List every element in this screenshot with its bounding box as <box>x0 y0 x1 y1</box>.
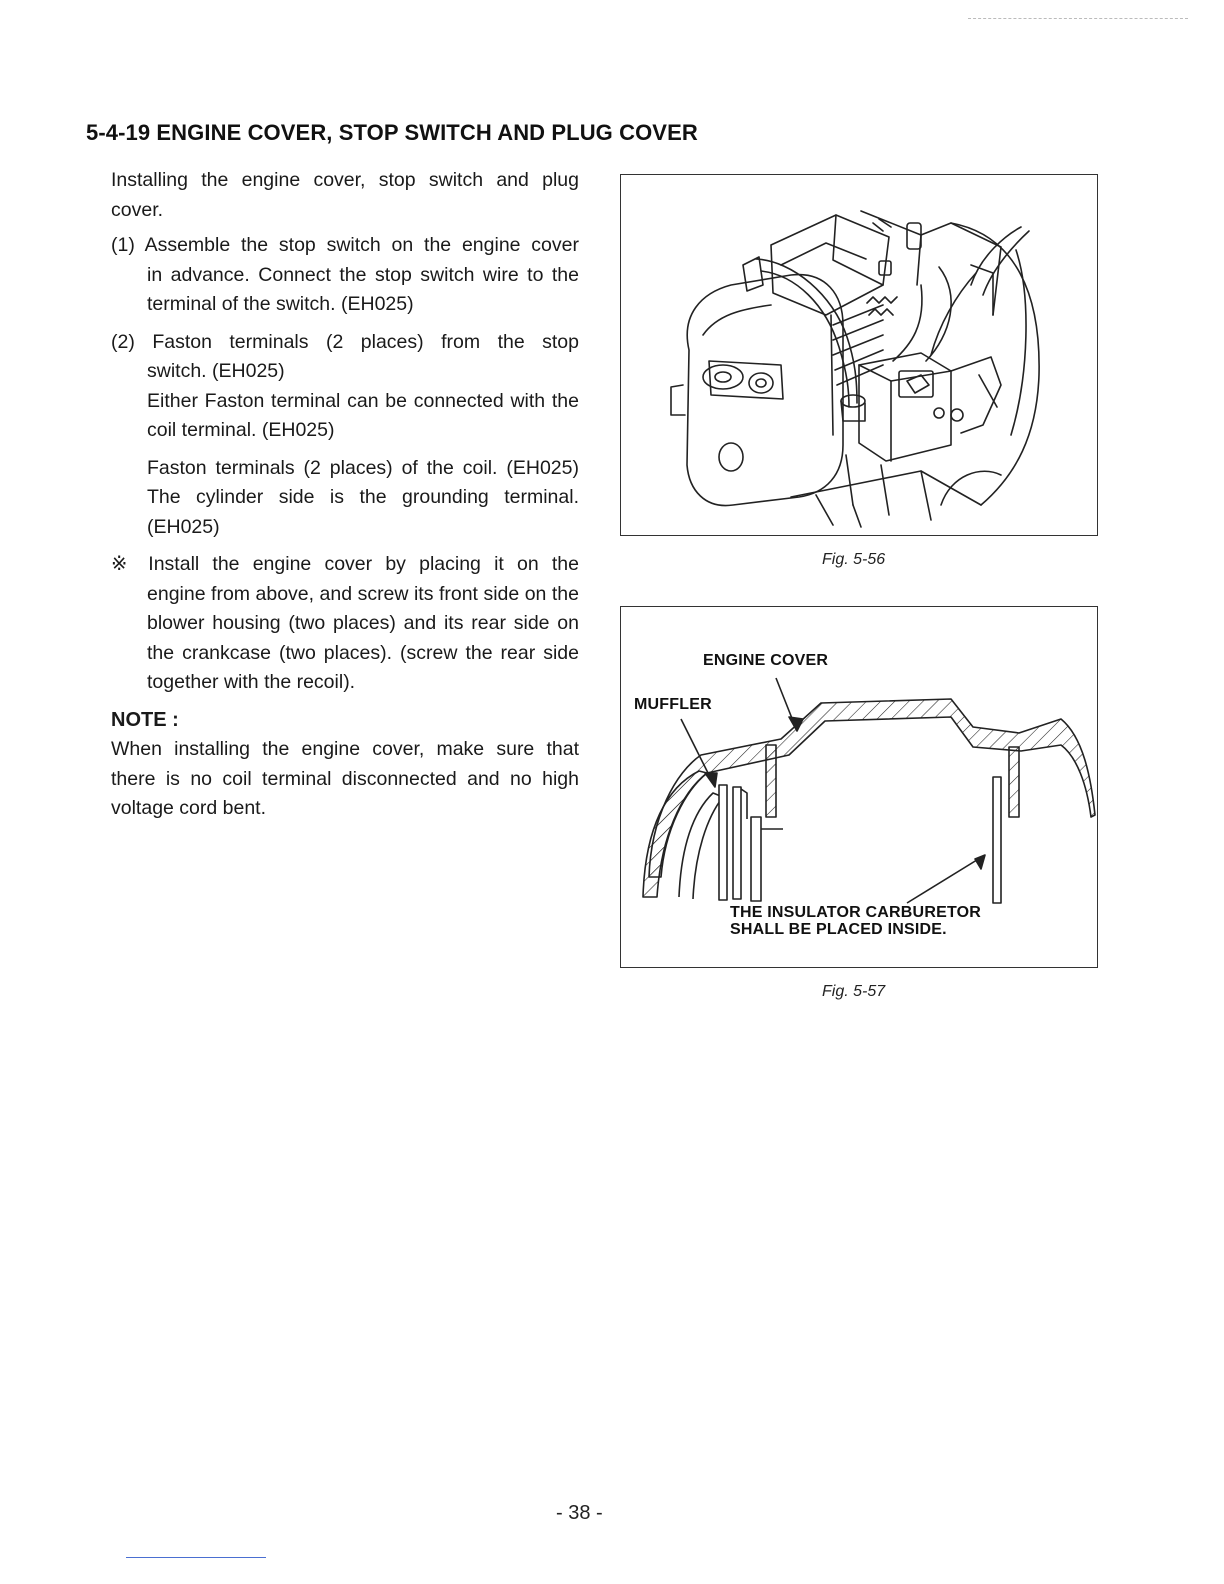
figure-caption-5-56: Fig. 5-56 <box>822 551 886 568</box>
note-text: When installing the engine cover, make sure that there is no coil terminal disconnected and no high voltage cord bent. <box>111 738 579 819</box>
figure-caption-5-57: Fig. 5-57 <box>822 983 886 1000</box>
step-2-sub1: Either Faston terminal can be connected with the coil terminal. (EH025) <box>147 389 579 441</box>
step-2-line1: Faston terminals (2 places) from the stop <box>152 330 579 353</box>
label-insulator-line1: THE INSULATOR CARBURETOR <box>730 904 982 921</box>
page-number: - 38 - <box>556 1502 603 1524</box>
step-2-number: (2) <box>111 330 135 353</box>
label-engine-cover: ENGINE COVER <box>703 652 829 669</box>
figure-engine-drawing <box>620 174 1098 536</box>
reference-mark-icon: ※ <box>111 553 136 575</box>
note-title: NOTE : <box>111 708 179 731</box>
step-2-rest: switch. (EH025) <box>147 360 285 382</box>
step-3-first-line <box>111 550 579 580</box>
step-2 <box>111 328 579 543</box>
intro-paragraph: Installing the engine cover, stop switch and plug cover. <box>111 169 579 221</box>
step-1-line1: Assemble the stop switch on the engine cover <box>144 234 579 256</box>
engine-illustration <box>621 175 1099 537</box>
bottom-link-rule <box>126 1557 266 1558</box>
section-heading: 5-4-19 ENGINE COVER, STOP SWITCH AND PLUG COVER <box>86 120 698 145</box>
step-3 <box>111 550 579 698</box>
step-1 <box>111 231 579 320</box>
step-3-line1: Install the engine cover by placing it on the <box>148 553 579 575</box>
step-1-number: (1) <box>111 234 135 256</box>
step-3-rest: engine from above, and screw its front side on the blower housing (two places) and its rear side on the crankcase (two places). (screw the rear side together with the recoil). <box>147 582 579 693</box>
label-insulator-line2: SHALL BE PLACED INSIDE. <box>730 921 947 938</box>
figure-cover-section <box>620 606 1098 968</box>
step-1-rest: in advance. Connect the stop switch wire to the terminal of the switch. (EH025) <box>147 263 579 315</box>
step-1-first-line <box>111 231 579 261</box>
step-2-first-line <box>111 328 579 358</box>
step-2-body <box>111 357 579 542</box>
step-2-sub2: Faston terminals (2 places) of the coil. (EH025) The cylinder side is the grounding terminal. (EH025) <box>147 456 579 538</box>
label-muffler: MUFFLER <box>634 696 712 713</box>
top-scan-rule <box>968 18 1188 19</box>
instructions-column <box>111 166 579 824</box>
